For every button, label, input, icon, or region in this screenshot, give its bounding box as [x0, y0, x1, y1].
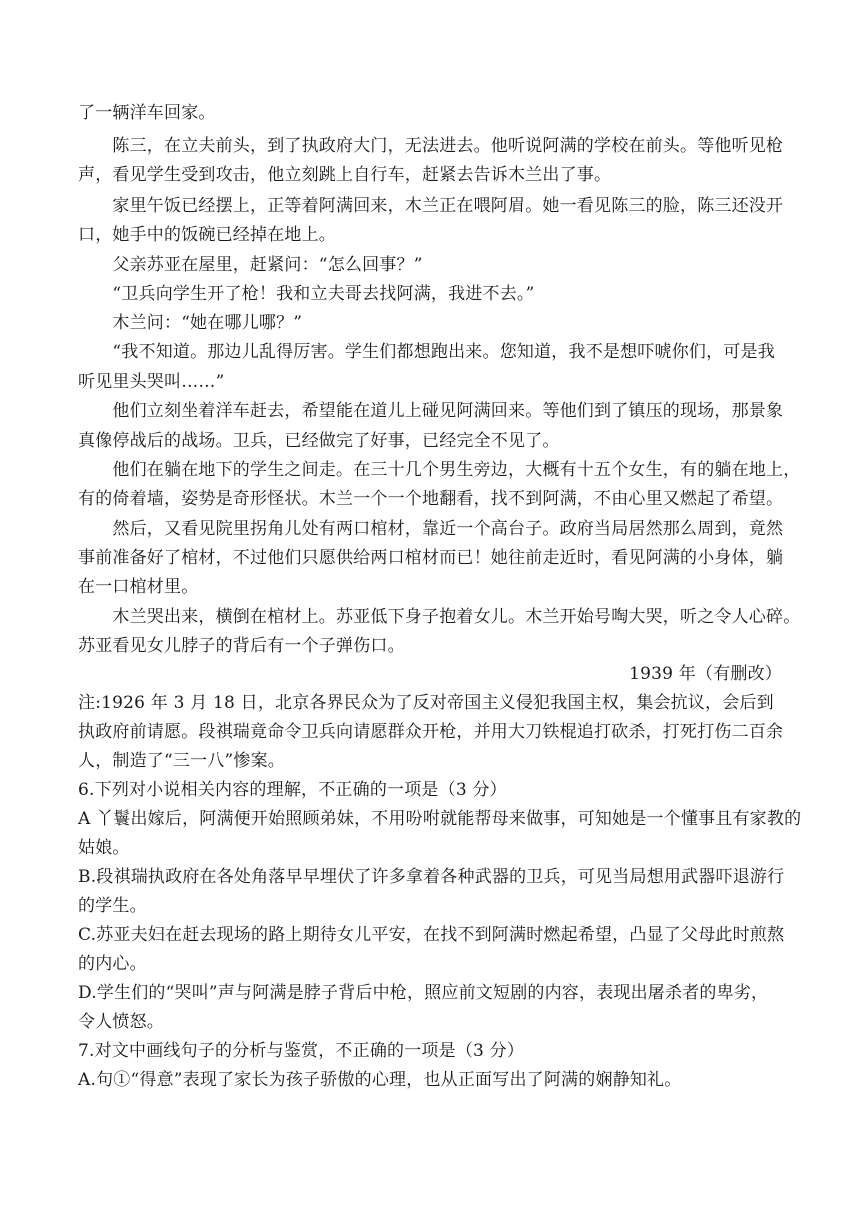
text-line: 声，看见学生受到攻击，他立刻跳上自行车，赶紧去告诉木兰出了事。: [78, 165, 612, 185]
footnote-line: 注:1926 年 3 月 18 日，北京各界民众为了反对帝国主义侵犯我国主权，集会抗议，会后到: [78, 693, 774, 713]
text-line: 家里午饭已经摆上，正等着阿满回来，木兰正在喂阿眉。她一看见陈三的脸，陈三还没开: [78, 196, 784, 216]
text-line: 在一口棺材里。: [78, 577, 199, 597]
option-line: B.段祺瑞执政府在各处角落早早埋伏了许多拿着各种武器的卫兵，可见当局想用武器吓退游行: [78, 867, 785, 887]
text-line: 他们在躺在地下的学生之间走。在三十几个男生旁边，大概有十五个女生，有的躺在地上，: [78, 460, 801, 480]
text-line: 他们立刻坐着洋车赶去，希望能在道儿上碰见阿满回来。等他们到了镇压的现场，那景象: [78, 401, 784, 421]
option-line: A.句①“得意”表现了家长为孩子骄傲的心理，也从正面写出了阿满的娴静知礼。: [78, 1070, 682, 1090]
source-year: 1939 年（有删改）: [629, 664, 782, 684]
footnote-line: 人，制造了“三一八”惨案。: [78, 751, 285, 771]
option-line: A 丫鬟出嫁后，阿满便开始照顾弟妹，不用吩咐就能帮母来做事，可知她是一个懂事且有家教的: [78, 809, 802, 829]
text-line: 然后，又看见院里拐角儿处有两口棺材，靠近一个高台子。政府当局居然那么周到，竟然: [78, 519, 784, 539]
text-line: 木兰哭出来，横倒在棺材上。苏亚低下身子抱着女儿。木兰开始号啕大哭，听之令人心碎。: [78, 607, 801, 627]
option-line: 的内心。: [78, 954, 147, 974]
question-6: 6.下列对小说相关内容的理解，不正确的一项是（3 分）: [78, 780, 507, 800]
text-line: 父亲苏亚在屋里，赶紧问：“怎么回事？”: [78, 255, 423, 275]
text-line: 陈三，在立夫前头，到了执政府大门，无法进去。他听说阿满的学校在前头。等他听见枪: [78, 136, 784, 156]
footnote-line: 执政府前请愿。段祺瑞竟命令卫兵向请愿群众开枪，并用大刀铁棍追打砍杀，打死打伤二百余: [78, 722, 784, 742]
option-line: 的学生。: [78, 896, 147, 916]
option-line: 姑娘。: [78, 838, 130, 858]
text-line: 了一辆洋车回家。: [78, 103, 216, 123]
text-line: 有的倚着墙，姿势是奇形怪状。木兰一个一个地翻看，找不到阿满，不由心里又燃起了希望。: [78, 489, 784, 509]
text-line: 木兰问：“她在哪儿哪？”: [78, 313, 303, 333]
option-line: 令人愤怒。: [78, 1012, 164, 1032]
question-7: 7.对文中画线句子的分析与鉴赏，不正确的一项是（3 分）: [78, 1041, 525, 1061]
option-line: D.学生们的“哭叫”声与阿满是脖子背后中枪，照应前文短剧的内容，表现出屠杀者的卑劣，: [78, 983, 769, 1003]
text-line: 事前准备好了棺材，不过他们只愿供给两口棺材而已！她往前走近时，看见阿满的小身体，躺: [78, 548, 784, 568]
text-line: 真像停战后的战场。卫兵，已经做完了好事，已经完全不见了。: [78, 431, 560, 451]
text-line: 苏亚看见女儿脖子的背后有一个子弹伤口。: [78, 636, 405, 656]
text-line: 听见里头哭叫……”: [78, 372, 225, 392]
option-line: C.苏亚夫妇在赶去现场的路上期待女儿平安，在找不到阿满时燃起希望，凸显了父母此时煎熬: [78, 925, 785, 945]
text-line: “卫兵向学生开了枪！我和立夫哥去找阿满，我进不去。”: [78, 284, 535, 304]
text-line: “我不知道。那边儿乱得厉害。学生们都想跑出来。您知道，我不是想吓唬你们，可是我: [78, 342, 775, 362]
text-line: 口，她手中的饭碗已经掉在地上。: [78, 225, 336, 245]
